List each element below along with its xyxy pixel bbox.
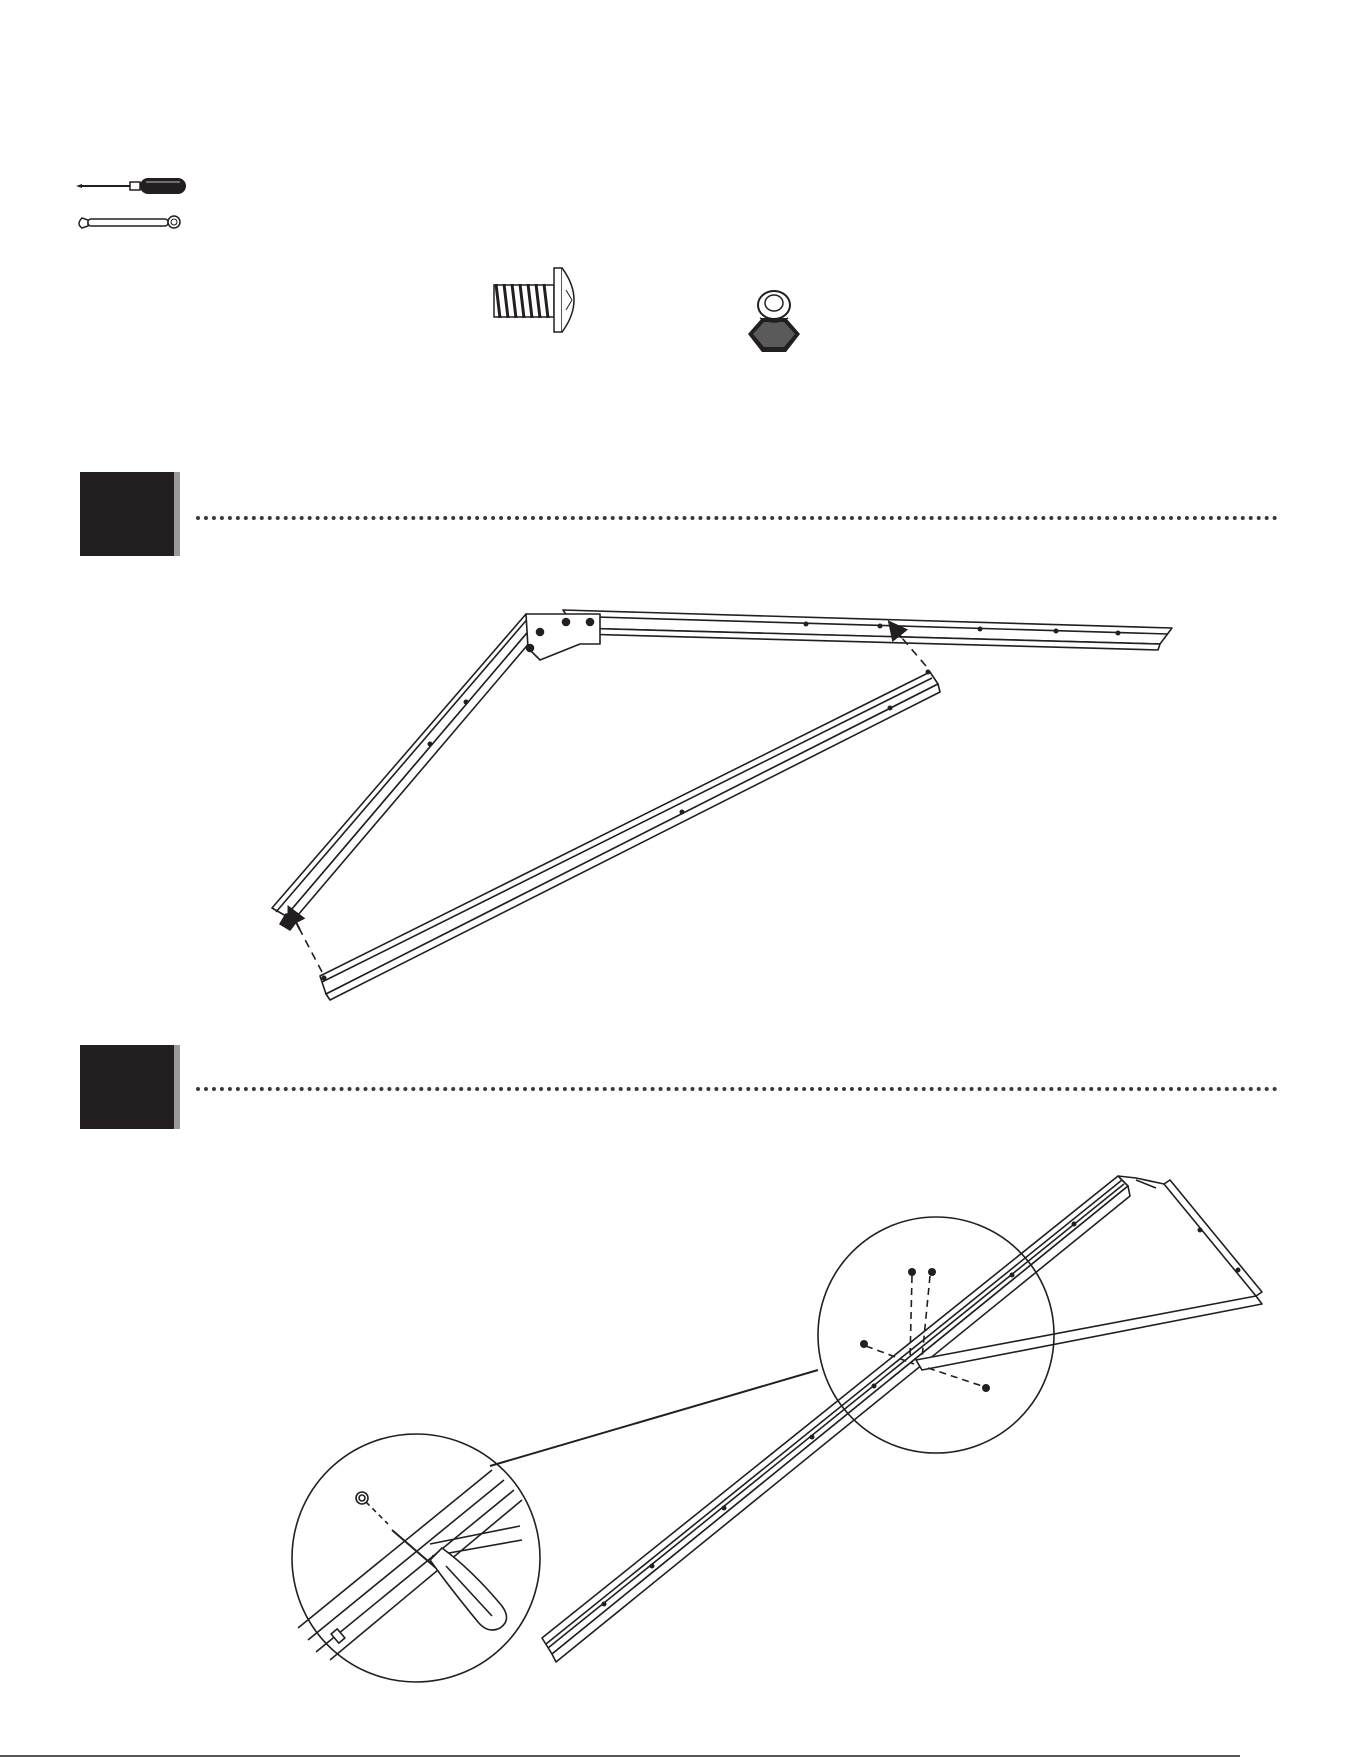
diagonal-rail [320, 672, 940, 1000]
detail-circle-left [292, 1434, 540, 1682]
detail-callout-line [490, 1370, 818, 1466]
corner-bracket [526, 614, 600, 660]
main-rail-holes [602, 1222, 1241, 1607]
wrench-icon [79, 216, 180, 228]
detail-nut [356, 1492, 368, 1504]
left-rail [272, 614, 542, 922]
top-rail [563, 610, 1172, 650]
screw-icon [494, 268, 574, 332]
step-1-illustration [272, 610, 1172, 1000]
nut-icon [748, 291, 800, 352]
main-rail [542, 1176, 1130, 1662]
screwdriver-icon [76, 178, 186, 194]
step-2-illustration [292, 1176, 1262, 1682]
